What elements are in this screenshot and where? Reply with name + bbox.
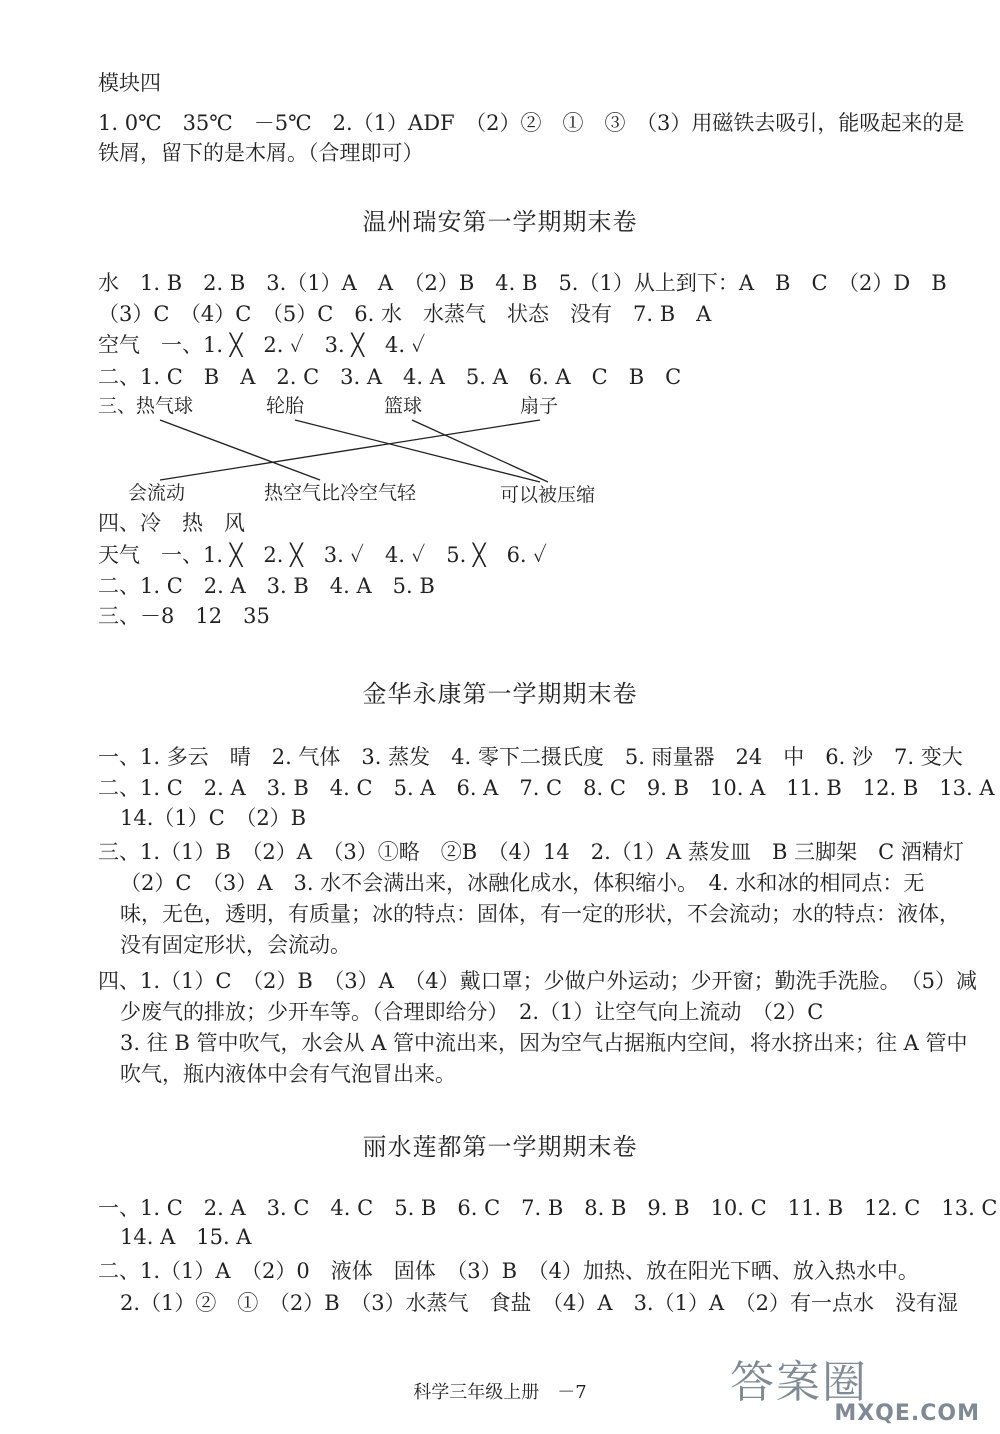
match-bottom-flow: 会流动 [128,482,186,504]
wenzhou-line-8: 三、－8 12 35 [98,604,270,628]
match-bottom-hot-lighter: 热空气比冷空气轻 [264,482,417,504]
wenzhou-line-3: 空气 一、1. ╳ 2. ✓ 3. ╳ 4. ✓ [98,333,426,357]
jinhua-line-11: 吹气，瓶内液体中会有气泡冒出来。 [120,1062,456,1086]
lishui-line-1: 一、1. C 2. A 3. C 4. C 5. B 6. C 7. B 8. B 9. B 10. C 11. B 12. C 13. C [98,1196,998,1220]
lishui-line-3: 二、1.（1）A （2）0 液体 固体 （3）B （4）加热、放在阳光下晒、放入热水中。 [98,1259,919,1283]
match-top-basketball: 篮球 [384,395,423,417]
match-top-hot-air-balloon: 热气球 [136,395,194,417]
match-line-balloon-hotair [160,420,320,480]
jinhua-line-10: 3. 往 B 管中吹气，水会从 A 管中流出来，因为空气占据瓶内空间，将水挤出来；往 A 管中 [120,1031,968,1055]
watermark-logo [730,1346,980,1426]
jinhua-line-5: （2）C （3）A 3. 水不会满出来，冰融化成水，体积缩小。 4. 水和冰的相同点：无 [120,871,925,895]
lishui-line-4: 2.（1）② ① （2）B （3）水蒸气 食盐 （4）A 3.（1）A （2）有一点水 没有湿 [120,1291,958,1315]
match-line-fan-flow [160,420,540,480]
section-title-jinhua: 金华永康第一学期期末卷 [362,680,638,708]
page-footer: 科学三年级上册 －7 [413,1382,587,1403]
jinhua-line-7: 没有固定形状，会流动。 [120,933,351,957]
jinhua-line-3: 14.（1）C （2）B [120,806,307,830]
matching-prefix: 三、 [98,395,137,417]
wenzhou-line-5: 四、冷 热 风 [98,511,245,535]
jinhua-line-1: 一、1. 多云 晴 2. 气体 3. 蒸发 4. 零下二摄氏度 5. 雨量器 24 中 6. 沙 7. 变大 [98,745,963,769]
lishui-line-2: 14. A 15. A [120,1225,252,1249]
module4-heading: 模块四 [98,71,161,95]
module4-line-1: 1. 0℃ 35℃ －5℃ 2.（1）ADF （2）② ① ③ （3）用磁铁去吸引，能吸起来的是 [98,111,965,135]
watermark-url: MXQE.COM [834,1401,980,1426]
module4-line-2: 铁屑，留下的是木屑。（合理即可） [98,141,424,165]
wenzhou-line-4: 二、1. C B A 2. C 3. A 4. A 5. A 6. A C B C [98,365,682,389]
wenzhou-line-6: 天气 一、1. ╳ 2. ╳ 3. ✓ 4. ✓ 5. ╳ 6. ✓ [98,543,547,567]
watermark-chars: 答案圈 [730,1357,868,1408]
wenzhou-line-2: （3）C （4）C （5）C 6. 水 水蒸气 状态 没有 7. B A [98,302,712,326]
jinhua-line-8: 四、1.（1）C （2）B （3）A （4）戴口罩；少做户外运动；少开窗；勤洗手洗脸。 （5）减 [98,969,978,993]
wenzhou-line-7: 二、1. C 2. A 3. B 4. A 5. B [98,574,435,598]
jinhua-line-9: 少废气的排放；少开车等。（合理即给分） 2.（1）让空气向上流动 （2）C [120,1000,824,1024]
match-top-tire: 轮胎 [266,395,305,417]
wenzhou-line-1: 水 1. B 2. B 3.（1）A A （2）B 4. B 5.（1）从上到下：A B C （2）D B [98,271,947,295]
section-title-lishui: 丽水莲都第一学期期末卷 [362,1133,638,1161]
jinhua-line-4: 三、1.（1）B （2）A （3）①略 ②B （4）14 2.（1）A 蒸发皿 B 三脚架 C 酒精灯 [98,840,964,864]
jinhua-line-6: 味，无色，透明，有质量；冰的特点：固体，有一定的形状，不会流动；水的特点：液体， [120,902,960,926]
match-top-fan: 扇子 [520,395,559,417]
jinhua-line-2: 二、1. C 2. A 3. B 4. C 5. A 6. A 7. C 8. C 9. B 10. A 11. B 12. B 13. A [98,776,995,800]
section-title-wenzhou: 温州瑞安第一学期期末卷 [362,208,638,236]
match-bottom-compressible: 可以被压缩 [500,484,596,506]
match-line-tire-compress [295,420,540,482]
